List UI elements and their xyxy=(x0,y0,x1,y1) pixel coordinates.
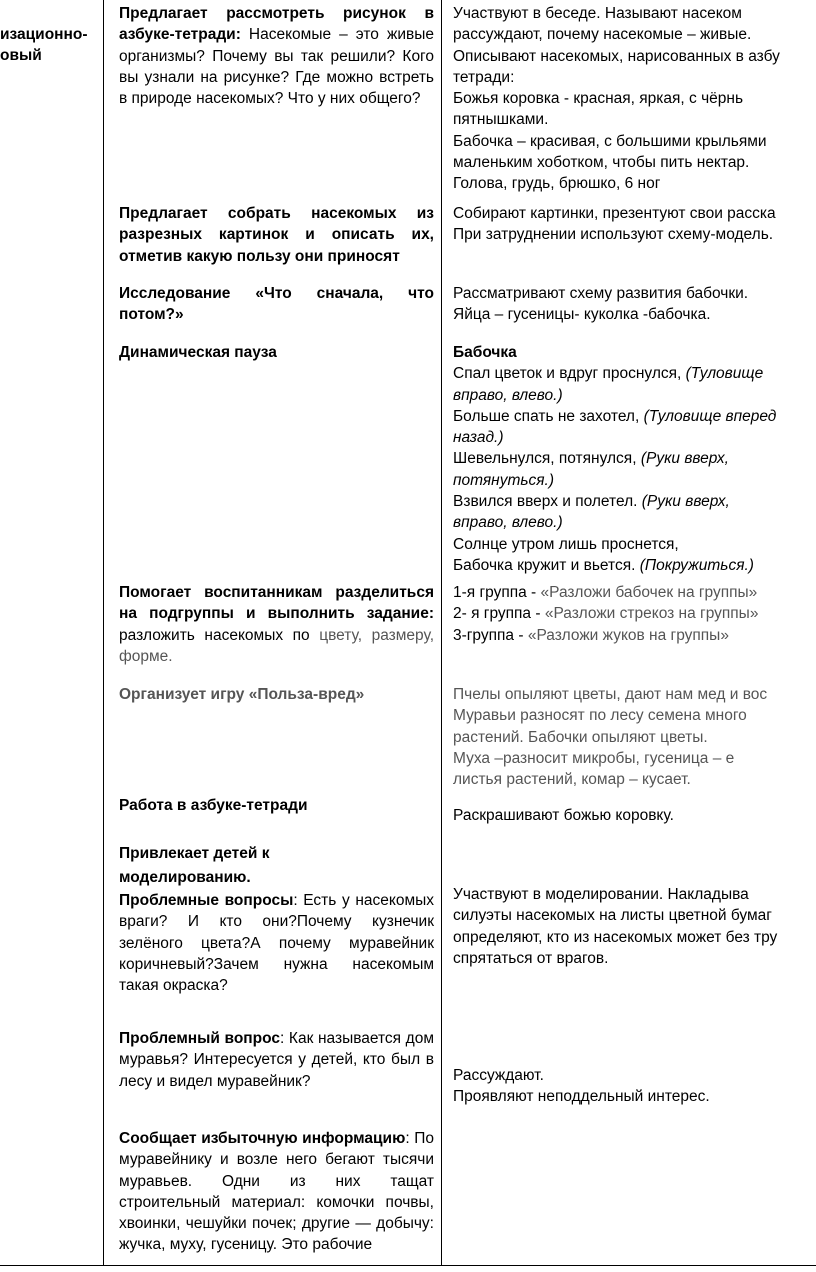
stage-name xyxy=(0,24,104,67)
teacher-block-1 xyxy=(119,3,434,109)
group-line: 2- я группа - «Разложи стрекоз на группы» xyxy=(453,605,759,623)
children-line: Рассматривают схему развития бабочки. xyxy=(453,285,749,302)
children-block-2 xyxy=(453,203,816,246)
children-line: тетради: xyxy=(453,68,515,86)
children-block-8 xyxy=(453,884,816,969)
teacher-block-5-gray: цвету, размеру, форме. xyxy=(119,626,434,665)
teacher-block-11 xyxy=(119,1128,434,1256)
children-line: определяют, кто из насекомых может без тру xyxy=(453,928,778,946)
teacher-block-1-bold: Предлагает рассмотреть рисунок в азбуке-тетради: xyxy=(119,5,434,44)
children-line: Участвуют в моделировании. Накладыва xyxy=(453,886,749,903)
teacher-block-1-text: Насекомые – это живые организмы? Почему вы так решили? Кого вы узнали на рисунке? Где можно встреть в природе насекомых? Что у них общего? xyxy=(119,26,434,108)
poem-title: Бабочка xyxy=(453,344,517,361)
children-block-3 xyxy=(453,283,816,326)
groups-block xyxy=(453,582,816,646)
poem-line: Шевельнулся, потянулся, (Руки вверх, xyxy=(453,450,729,468)
teacher-block-6: Организует игру «Польза-вред» xyxy=(119,686,365,703)
teacher-block-11-bold: Сообщает избыточную информацию xyxy=(119,1130,406,1147)
children-line: При затруднении используют схему-модель. xyxy=(453,226,774,244)
children-block-6 xyxy=(453,684,816,790)
teacher-block-10 xyxy=(119,1028,434,1092)
children-line: спрятаться от врагов. xyxy=(453,949,609,967)
teacher-block-7: Работа в азбуке-тетради xyxy=(119,797,308,814)
poem-block xyxy=(453,342,816,576)
children-line: рассуждают, почему насекомые – живые. xyxy=(453,26,752,44)
teacher-block-11-text: : По муравейнику и возле него бегают тысячи муравьев. Одни из них тащат строительный материал: комочки почвы, хвоинки, чешуйки почек; другие — добычу: жучка, муху, гусеницу. Это рабочие xyxy=(119,1130,435,1254)
children-line: Муха –разносит микробы, гусеница – е xyxy=(453,749,735,767)
poem-line: Больше спать не захотел, (Туловище вперед xyxy=(453,407,777,425)
children-line: Божья коровка - красная, яркая, с чёрнь xyxy=(453,90,744,108)
children-line: Голова, грудь, брюшко, 6 ног xyxy=(453,175,661,193)
teacher-block-8-line-2: моделированию. xyxy=(119,869,251,886)
teacher-block-2: Предлагает собрать насекомых из разрезных картинок и описать их, отметив какую пользу они приносят xyxy=(119,205,434,265)
children-line: Бабочка – красивая, с большими крыльями xyxy=(453,132,767,150)
poem-line: вправо, влево.) xyxy=(453,514,563,532)
poem-line: Бабочка кружит и вьется. (Покружиться.) xyxy=(453,556,754,574)
children-line: пятнышками. xyxy=(453,111,549,129)
column-divider-1 xyxy=(103,0,104,1266)
poem-line: назад.) xyxy=(453,429,504,447)
stage-line-1: изационно- xyxy=(0,26,88,43)
children-block-1 xyxy=(453,3,816,195)
children-block-7: Раскрашивают божью коровку. xyxy=(453,807,674,824)
teacher-block-9-text: : Есть у насекомых враги? И кто они?Почему кузнечик зелёного цвета?А почему муравейник коричневый?Зачем нужна насекомым такая окраска? xyxy=(119,892,434,995)
column-divider-2 xyxy=(441,0,442,1266)
poem-line: Солнце утром лишь проснется, xyxy=(453,535,679,553)
children-line: Муравьи разносят по лесу семена много xyxy=(453,707,747,725)
stage-line-2: овый xyxy=(0,47,42,65)
teacher-block-10-bold: Проблемный вопрос xyxy=(119,1030,281,1047)
children-line: Пчелы опыляют цветы, дают нам мед и вос xyxy=(453,686,768,703)
children-line: Описывают насекомых, нарисованных в азбу xyxy=(453,47,780,65)
poem-line: вправо, влево.) xyxy=(453,386,563,404)
group-line: 3-группа - «Разложи жуков на группы» xyxy=(453,626,729,644)
children-block-9 xyxy=(453,1065,816,1108)
children-line: силуэты насекомых на листы цветной бумаг xyxy=(453,907,772,925)
children-line: Собирают картинки, презентуют свои расска xyxy=(453,205,776,222)
children-line: Рассуждают. xyxy=(453,1067,544,1084)
teacher-block-10-text: : Как называется дом муравья? Интересуется у детей, кто был в лесу и видел муравейник? xyxy=(119,1030,434,1090)
children-line: маленьким хоботком, чтобы пить нектар. xyxy=(453,154,750,172)
teacher-block-5-text: разложить насекомых по xyxy=(119,626,320,644)
teacher-block-4: Динамическая пауза xyxy=(119,344,277,361)
teacher-block-5 xyxy=(119,582,434,667)
teacher-block-5-bold: Помогает воспитанникам разделиться на подгруппы и выполнить задание: xyxy=(119,584,434,623)
teacher-block-9 xyxy=(119,890,434,996)
children-line: листья растений, комар – кусает. xyxy=(453,771,691,789)
teacher-block-9-bold: Проблемные вопросы xyxy=(119,892,294,909)
teacher-block-8 xyxy=(119,842,434,890)
children-line: Яйца – гусеницы- куколка -бабочка. xyxy=(453,306,711,324)
children-line: растений. Бабочки опыляют цветы. xyxy=(453,728,708,746)
poem-line: Спал цветок и вдруг проснулся, (Туловище xyxy=(453,365,764,383)
teacher-block-8-line-1: Привлекает детей к xyxy=(119,845,270,862)
children-line: Участвуют в беседе. Называют насеком xyxy=(453,5,742,22)
children-line: Проявляют неподдельный интерес. xyxy=(453,1088,710,1106)
poem-line: Взвился вверх и полетел. (Руки вверх, xyxy=(453,493,730,511)
group-line: 1-я группа - «Разложи бабочек на группы» xyxy=(453,584,758,601)
poem-line: потянуться.) xyxy=(453,471,555,489)
table-bottom-border xyxy=(0,1265,816,1266)
teacher-block-3: Исследование «Что сначала, что потом?» xyxy=(119,285,434,324)
